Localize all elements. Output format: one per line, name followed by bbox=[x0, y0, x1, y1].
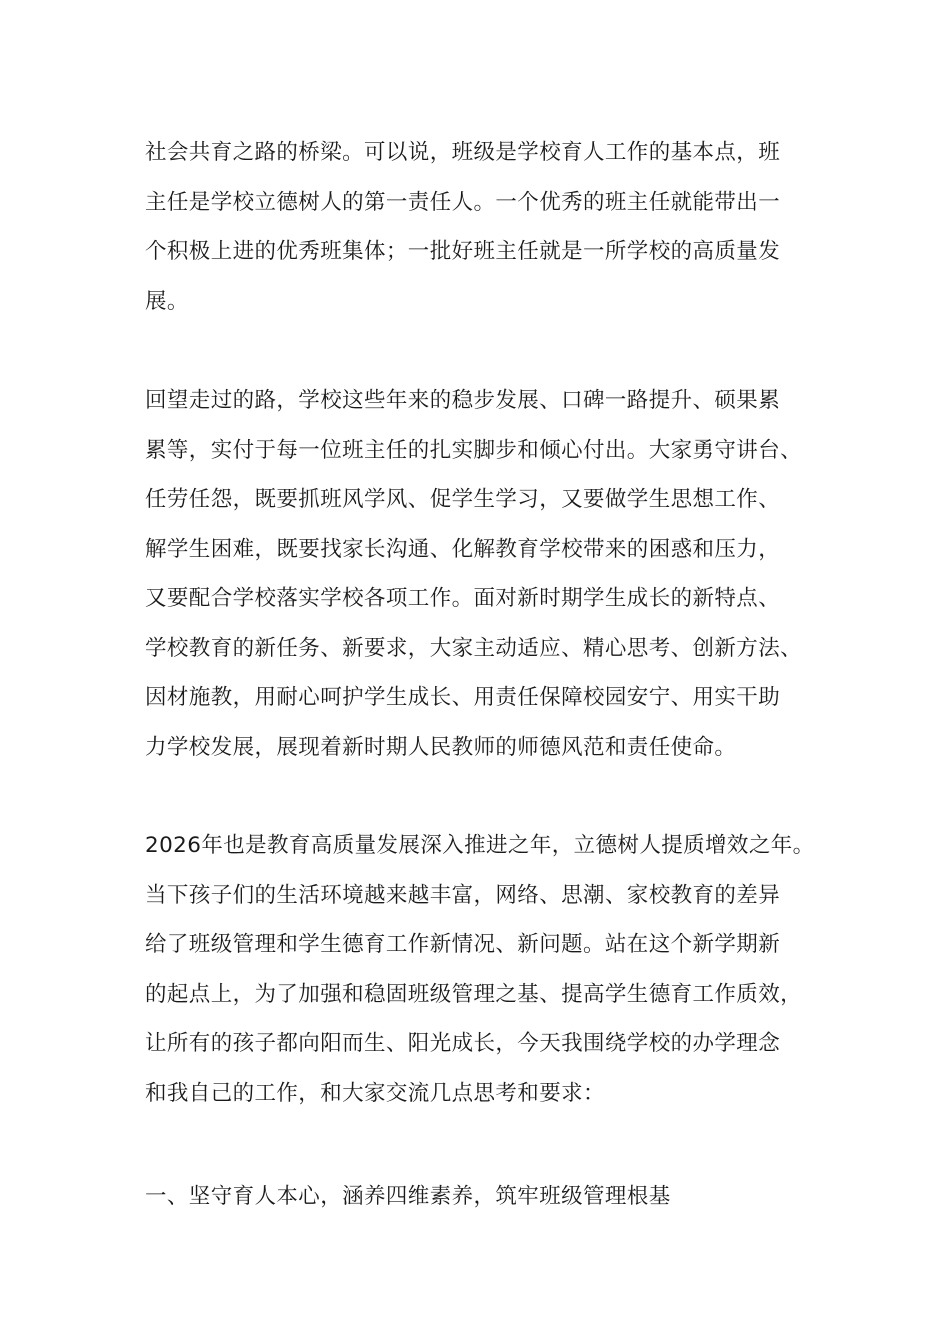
text-line: 任劳任怨，既要抓班风学风、促学生学习，又要做学生思想工作、 bbox=[145, 487, 781, 512]
text-line: 展。 bbox=[145, 288, 189, 314]
text-line: 和我自己的工作，和大家交流几点思考和要求： bbox=[145, 1080, 605, 1106]
text-line: 社会共育之路的桥梁。可以说，班级是学校育人工作的基本点，班 bbox=[145, 140, 781, 165]
text-line: 又要配合学校落实学校各项工作。面对新时期学生成长的新特点、 bbox=[145, 586, 781, 611]
text-line: 给了班级管理和学生德育工作新情况、新问题。站在这个新学期新 bbox=[145, 932, 781, 957]
heading-text: 一、坚守育人本心，涵养四维素养，筑牢班级管理根基 bbox=[145, 1184, 671, 1209]
text-line: 个积极上进的优秀班集体；一批好班主任就是一所学校的高质量发 bbox=[145, 239, 781, 264]
text-line: 解学生困难，既要找家长沟通、化解教育学校带来的困惑和压力， bbox=[145, 536, 781, 562]
text-line: 2026年也是教育高质量发展深入推进之年，立德树人提质增效之年。 bbox=[145, 833, 815, 858]
text-line: 回望走过的路，学校这些年来的稳步发展、口碑一路提升、硕果累 bbox=[145, 388, 781, 413]
text-line: 因材施教，用耐心呵护学生成长、用责任保障校园安宁、用实干助 bbox=[145, 685, 781, 710]
text-line: 力学校发展，展现着新时期人民教师的师德风范和责任使命。 bbox=[145, 734, 737, 760]
text-line: 累等，实付于每一位班主任的扎实脚步和倾心付出。大家勇守讲台、 bbox=[145, 437, 803, 463]
paragraph-looking-back bbox=[145, 376, 835, 772]
text-line: 的起点上，为了加强和稳固班级管理之基、提高学生德育工作质效， bbox=[145, 981, 803, 1007]
paragraph-class-teacher-role bbox=[145, 128, 835, 326]
text-line: 主任是学校立德树人的第一责任人。一个优秀的班主任就能带出一 bbox=[145, 189, 781, 215]
text-line: 学校教育的新任务、新要求，大家主动适应、精心思考、创新方法、 bbox=[145, 635, 803, 661]
text-line: 当下孩子们的生活环境越来越丰富，网络、思潮、家校教育的差异 bbox=[145, 882, 781, 908]
paragraph-year-2026 bbox=[145, 821, 835, 1118]
section-heading-one bbox=[145, 1172, 835, 1222]
text-line: 让所有的孩子都向阳而生、阳光成长，今天我围绕学校的办学理念 bbox=[145, 1031, 781, 1056]
